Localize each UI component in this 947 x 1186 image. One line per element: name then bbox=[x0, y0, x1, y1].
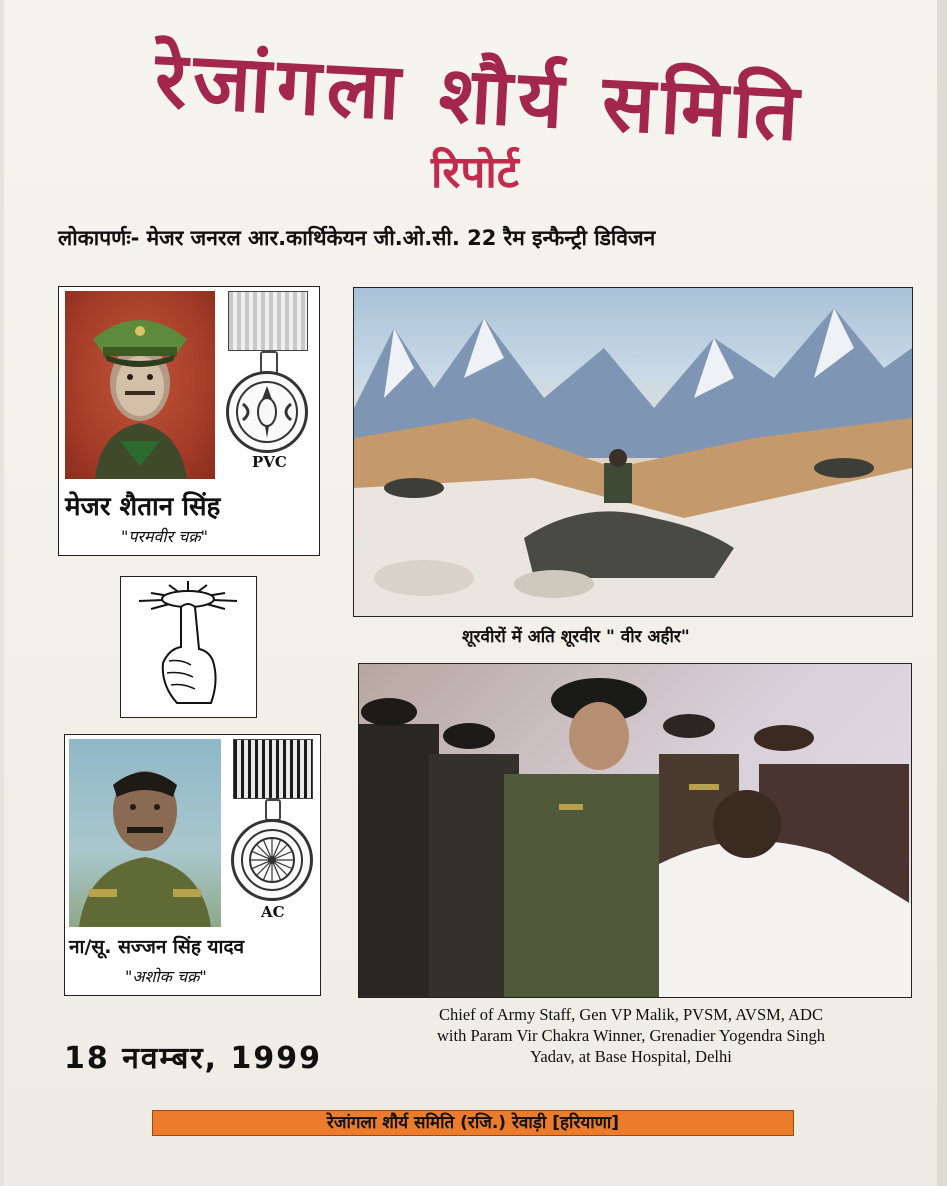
soldier-portrait-icon bbox=[69, 739, 221, 927]
medal-code: PVC bbox=[252, 453, 287, 471]
officers-group-icon bbox=[359, 664, 911, 997]
photo-caption bbox=[366, 1004, 896, 1067]
hero-name: ना/सू. सज्जन सिंह यादव bbox=[69, 936, 245, 958]
emblem-finger-sun bbox=[120, 576, 257, 718]
caption-line: Chief of Army Staff, Gen VP Malik, PVSM, AVSM, ADC bbox=[439, 1005, 823, 1024]
publication-date: 18 नवम्बर, 1999 bbox=[64, 1041, 323, 1076]
hero-name: मेजर शैतान सिंह bbox=[65, 492, 221, 522]
raised-finger-sun-icon bbox=[121, 577, 256, 717]
report-subtitle: रिपोर्ट bbox=[431, 147, 519, 198]
hero-card-sajjan-singh bbox=[64, 734, 321, 996]
page-title: रेजांगला शौर्य समिति bbox=[152, 35, 807, 159]
medal-ribbon-icon bbox=[233, 739, 313, 799]
award-name: "परमवीर चक्र" bbox=[121, 527, 209, 546]
mountain-battle-scene-icon bbox=[354, 288, 912, 616]
painting-rezang-la bbox=[353, 287, 913, 617]
soldier-portrait-icon bbox=[65, 291, 215, 479]
ac-medal bbox=[227, 739, 317, 927]
painting-caption: शूरवीरों में अति शूरवीर " वीर अहीर" bbox=[462, 627, 690, 647]
hero-card-shaitan-singh bbox=[58, 286, 320, 556]
medal-code: AC bbox=[261, 903, 285, 921]
medal-ribbon-icon bbox=[228, 291, 308, 351]
portrait-sajjan-singh-yadav bbox=[69, 739, 221, 927]
inauguration-line: लोकापर्णः- मेजर जनरल आर.कार्थिकेयन जी.ओ.सी. 22 रैम इन्फैन्ट्री डिविजन bbox=[58, 226, 656, 250]
caption-line: with Param Vir Chakra Winner, Grenadier Yogendra Singh bbox=[437, 1026, 825, 1045]
footer-band: रेजांगला शौर्य समिति (रजि.) रेवाड़ी [हरियाणा] bbox=[152, 1110, 794, 1136]
caption-line: Yadav, at Base Hospital, Delhi bbox=[530, 1047, 732, 1066]
vajra-medal-icon bbox=[226, 371, 308, 453]
photo-army-chief-visit bbox=[358, 663, 912, 998]
medal-clasp-icon bbox=[265, 799, 281, 821]
pvc-medal bbox=[224, 291, 314, 479]
portrait-major-shaitan-singh bbox=[65, 291, 215, 479]
award-name: "अशोक चक्र" bbox=[125, 967, 207, 986]
ashoka-chakra-medal-icon bbox=[231, 819, 313, 901]
